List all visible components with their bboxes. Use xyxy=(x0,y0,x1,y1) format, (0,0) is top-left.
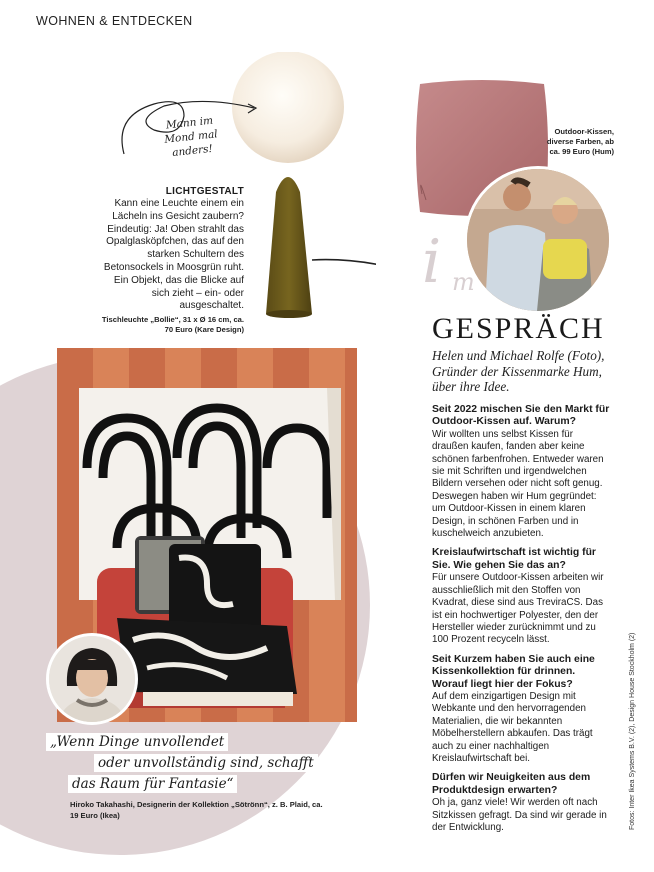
lamp-text-block xyxy=(96,186,244,335)
qa-item xyxy=(432,772,610,834)
handnote-line: Mann im xyxy=(165,114,214,132)
quote-line: „Wenn Dinge unvollendet xyxy=(46,733,228,751)
headline-initial: i xyxy=(422,227,442,297)
section-label: WOHNEN & ENTDECKEN xyxy=(36,14,193,28)
answer: Auf dem einzigartigen Design mit Webkante und den hervorragenden Materialien, die wir bekannten Möbelherstellern abkaufen. Das trägt auch zu einer nachhaltigen Kreislaufwirtschaft bei. xyxy=(432,690,593,764)
question: Dürfen wir Neuigkeiten aus dem Produktdesign erwarten? xyxy=(432,772,591,796)
question: Seit Kurzem haben Sie auch eine Kissenkollektion für drinnen. Worauf liegt hier der Fokus? xyxy=(432,653,595,690)
lamp-body: Kann eine Leuchte einem ein Lächeln ins Gesicht zaubern? Eindeutig: Ja! Oben strahlt das Opalglasköpfchen, das auf den starken Schultern des Betonsockels in Moosgrün ruht. Ein Objekt, das die Blicke auf sich zieht – ein- oder ausgeschaltet. xyxy=(103,198,244,312)
interview-block xyxy=(432,404,610,841)
answer: Für unsere Outdoor-Kissen arbeiten wir ausschließlich mit den Stoffen von Kvadrat, diese sind aus TreviraCS. Das ist ein hochwertiger Polyester, den der Hersteller wieder zurücknimmt und zu 100 Prozent recyceln lässt. xyxy=(432,572,604,646)
lamp-title: LICHTGESTALT xyxy=(165,186,244,197)
cushion-caption: Outdoor-Kissen, diverse Farben, ab ca. 99 Euro (Hum) xyxy=(546,127,614,156)
quote-line: das Raum für Fantasie“ xyxy=(68,775,237,793)
answer: Wir wollten uns selbst Kissen für draußen kaufen, fanden aber keine schönen farbenfrohen. Entweder waren sie mit Schriften und irgendwelchen Bildern versehen oder nicht soft genug. Deswegen haben wir Hum gegründet: um Outdoor-Kissen in einem klaren Design, in schönen Farben und in kuschelweich anzubieten. xyxy=(432,428,604,540)
answer: Oh ja, ganz viele! Wir werden oft nach Sitzkissen gefragt. Da sind wir gerade in der Entwicklung. xyxy=(432,797,607,833)
question: Seit 2022 mischen Sie den Markt für Outdoor-Kissen auf. Warum? xyxy=(432,404,610,428)
handnote-line: anders! xyxy=(171,142,214,160)
photo-credit: Fotos: Inter Ikea Systems B.V. (2), Design House Stockholm (2) xyxy=(629,632,636,830)
qa-item xyxy=(432,547,610,646)
qa-item xyxy=(432,654,610,766)
headline-initial-small: m xyxy=(452,268,475,296)
qa-item xyxy=(432,404,610,540)
article-headline: GESPRÄCH xyxy=(432,312,605,345)
lamp-caption: Tischleuchte „Bollie“, 31 x Ø 16 cm, ca. 70 Euro (Kare Design) xyxy=(101,315,244,335)
couple-photo xyxy=(464,166,612,314)
quote-caption: Hiroko Takahashi, Designerin der Kollektion „Sötrönn“, z. B. Plaid, ca. 19 Euro (Ikea) xyxy=(70,800,323,820)
article-intro: Helen und Michael Rolfe (Foto), Gründer der Kissenmarke Hum, über ihre Idee. xyxy=(432,348,605,394)
handnote-text xyxy=(154,112,228,161)
designer-photo xyxy=(46,633,138,725)
question: Kreislaufwirtschaft ist wichtig für Sie. Wie gehen Sie das an? xyxy=(432,547,596,571)
quote-line: oder unvollständig sind, schafft xyxy=(94,754,318,772)
handnote-line: Mond mal xyxy=(163,128,219,146)
quote-block xyxy=(46,733,346,796)
